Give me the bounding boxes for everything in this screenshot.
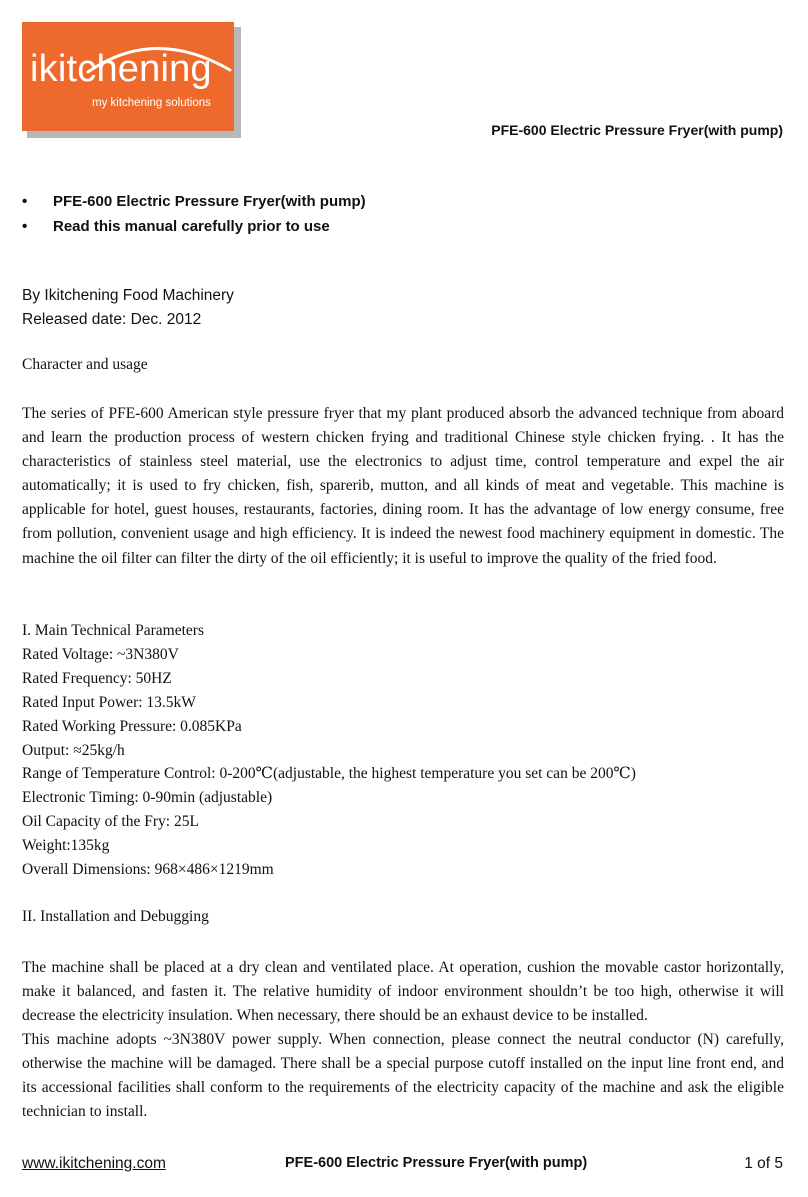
logo-tagline: my kitchening solutions: [92, 97, 211, 109]
section-heading-character: Character and usage: [22, 356, 148, 373]
parameter-item: Rated Voltage: ~3N380V: [22, 645, 179, 663]
parameter-item: Weight:135kg: [22, 837, 110, 855]
parameter-item: Electronic Timing: 0-90min (adjustable): [22, 789, 273, 807]
bullet-dot: •: [22, 218, 28, 235]
parameter-item: Rated Input Power: 13.5kW: [22, 693, 196, 711]
section-heading-parameters: I. Main Technical Parameters: [22, 622, 204, 639]
character-paragraph: The series of PFE-600 American style pressure fryer that my plant produced absorb the advanced technique from aboard and learn the production process of western chicken frying and traditional Chinese style chicken frying. . It has the characteristics of stainless steel material, use the electronics to adjust time, control temperature and expel the air automatically; it is used to fry chicken, fish, sparerib, mutton, and all kinds of meat and vegetable. This machine is applicable for hotel, guest houses, restaurants, factories, dining room. It has the advantage of low energy consume, free from pollution, convenient usage and high efficiency. It is indeed the newest food machinery equipment in domestic. The machine the oil filter can filter the dirty of the oil efficiently; it is useful to improve the quality of the fried food.: [22, 405, 784, 567]
installation-paragraph-1: The machine shall be placed at a dry clean and ventilated place. At operation, cushion the movable castor horizontally, make it balanced, and fasten it. The relative humidity of indoor environment shouldn’t be too high, otherwise it will decrease the electricity insulation. When necessary, there should be an exhaust device to be installed.: [22, 959, 784, 1025]
page-number: 1 of 5: [744, 1155, 783, 1172]
section-heading-installation: II. Installation and Debugging: [22, 908, 209, 925]
bullet-text: PFE-600 Electric Pressure Fryer(with pump): [53, 193, 366, 210]
installation-paragraph-2: This machine adopts ~3N380V power supply. When connection, please connect the neutral conductor (N) carefully, otherwise the machine will be damaged. There shall be a special purpose cutoff installed on the input line front end, and its accessional facilities shall conform to the requirements of the electricity capacity of the machine and ask the eligible technician to install.: [22, 1031, 784, 1121]
logo-brand-name: ikitchening: [30, 48, 212, 90]
parameter-item: Rated Frequency: 50HZ: [22, 669, 172, 687]
footer-title: PFE-600 Electric Pressure Fryer(with pump): [285, 1155, 588, 1171]
bullet-text: Read this manual carefully prior to use: [53, 218, 330, 235]
parameter-item: Overall Dimensions: 968×486×1219mm: [22, 861, 274, 879]
header-title: PFE-600 Electric Pressure Fryer(with pump): [491, 122, 783, 138]
parameter-item: Oil Capacity of the Fry: 25L: [22, 813, 199, 831]
author-line: By Ikitchening Food Machinery: [22, 287, 234, 304]
bullet-item: [22, 189, 366, 214]
bullet-item: [22, 214, 366, 239]
bullet-list: [22, 189, 366, 239]
parameter-item: Range of Temperature Control: 0-200℃(adjustable, the highest temperature you set can be 200℃): [22, 765, 636, 783]
parameter-item: Rated Working Pressure: 0.085KPa: [22, 717, 242, 735]
parameter-item: Output: ≈25kg/h: [22, 741, 125, 759]
brand-logo: [22, 22, 234, 131]
website-link[interactable]: www.ikitchening.com: [22, 1155, 166, 1172]
parameters-list: [22, 619, 636, 882]
page-footer: [22, 1155, 783, 1177]
bullet-dot: •: [22, 193, 28, 210]
release-date: Released date: Dec. 2012: [22, 311, 202, 328]
byline: [22, 284, 234, 332]
